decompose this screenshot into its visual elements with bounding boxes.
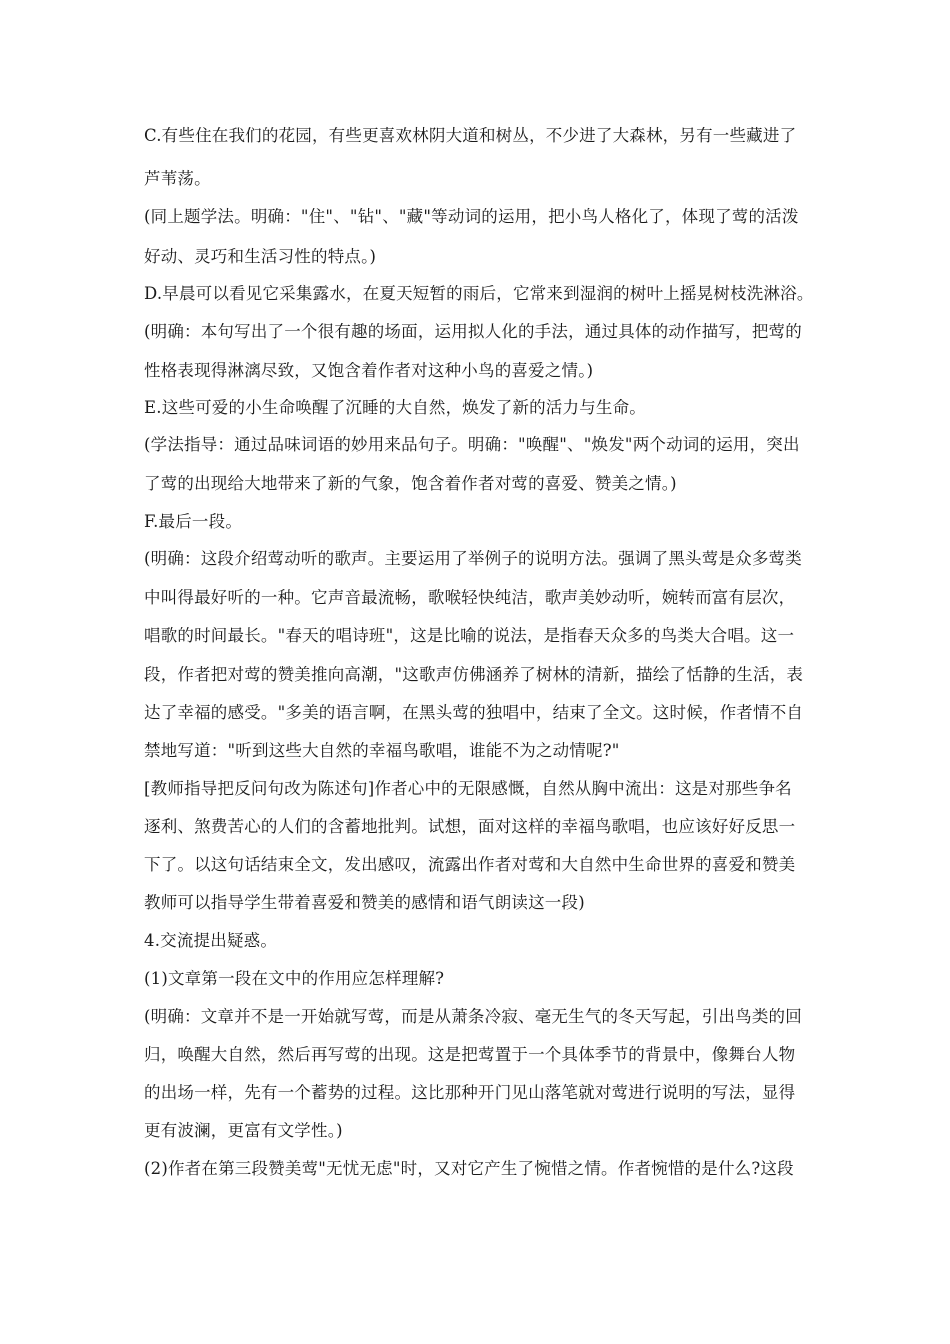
text-line: 逐利、煞费苦心的人们的含蓄地批判。试想，面对这样的幸福鸟歌唱，也应该好好反思一	[144, 817, 796, 836]
text-line: D.早晨可以看见它采集露水，在夏天短暂的雨后，它常来到湿润的树叶上摇晃树枝洗淋浴。	[144, 284, 814, 303]
text-line: 下了。以这句话结束全文，发出感叹，流露出作者对莺和大自然中生命世界的喜爱和赞美	[144, 855, 796, 874]
text-line: 好动、灵巧和生活习性的特点。)	[144, 247, 377, 266]
text-line: 教师可以指导学生带着喜爱和赞美的感情和语气朗读这一段)	[144, 893, 585, 912]
text-line: (2)作者在第三段赞美莺"无忧无虑"时，又对它产生了惋惜之情。作者惋惜的是什么?这段	[144, 1159, 794, 1178]
text-line: 性格表现得淋漓尽致，又饱含着作者对这种小鸟的喜爱之情。)	[144, 361, 594, 380]
text-line: (明确：这段介绍莺动听的歌声。主要运用了举例子的说明方法。强调了黑头莺是众多莺类	[144, 549, 802, 568]
text-line: 4.交流提出疑惑。	[144, 931, 278, 950]
text-line: 段，作者把对莺的赞美推向高潮，"这歌声仿佛涵养了树林的清新，描绘了恬静的生活，表	[144, 665, 804, 684]
text-line: 芦苇荡。	[144, 169, 211, 188]
text-line: [教师指导把反问句改为陈述句]作者心中的无限感慨，自然从胸中流出：这是对那些争名	[144, 779, 792, 798]
text-line: 达了幸福的感受。"多美的语言啊，在黑头莺的独唱中，结束了全文。这时候，作者情不自	[144, 703, 804, 722]
text-line: E.这些可爱的小生命唤醒了沉睡的大自然，焕发了新的活力与生命。	[144, 398, 646, 417]
text-line: 的出场一样，先有一个蓄势的过程。这比那种开门见山落笔就对莺进行说明的写法，显得	[144, 1083, 796, 1102]
text-line: 唱歌的时间最长。"春天的唱诗班"，这是比喻的说法，是指春天众多的鸟类大合唱。这一	[144, 626, 795, 645]
text-line: 了莺的出现给大地带来了新的气象，饱含着作者对莺的喜爱、赞美之情。)	[144, 474, 677, 493]
text-line: (学法指导：通过品味词语的妙用来品句子。明确："唤醒"、"焕发"两个动词的运用，突出	[144, 435, 800, 454]
text-line: 更有波澜，更富有文学性。)	[144, 1121, 343, 1140]
text-line: (1)文章第一段在文中的作用应怎样理解?	[144, 969, 445, 988]
text-line: (明确：本句写出了一个很有趣的场面，运用拟人化的手法，通过具体的动作描写，把莺的	[144, 322, 802, 341]
text-line: C.有些住在我们的花园，有些更喜欢林阴大道和树丛，不少进了大森林，另有一些藏进了	[144, 126, 797, 145]
text-line: (明确：文章并不是一开始就写莺，而是从萧条冷寂、毫无生气的冬天写起，引出鸟类的回	[144, 1007, 802, 1026]
text-line: 中叫得最好听的一种。它声音最流畅，歌喉轻快纯洁，歌声美妙动听，婉转而富有层次，	[144, 588, 796, 607]
text-line: (同上题学法。明确："住"、"钻"、"藏"等动词的运用，把小鸟人格化了，体现了莺的活泼	[144, 207, 799, 226]
text-line: 归，唤醒大自然，然后再写莺的出现。这是把莺置于一个具体季节的背景中，像舞台人物	[144, 1045, 796, 1064]
text-line: F.最后一段。	[144, 512, 243, 531]
text-line: 禁地写道："听到这些大自然的幸福鸟歌唱，谁能不为之动情呢?"	[144, 741, 620, 760]
